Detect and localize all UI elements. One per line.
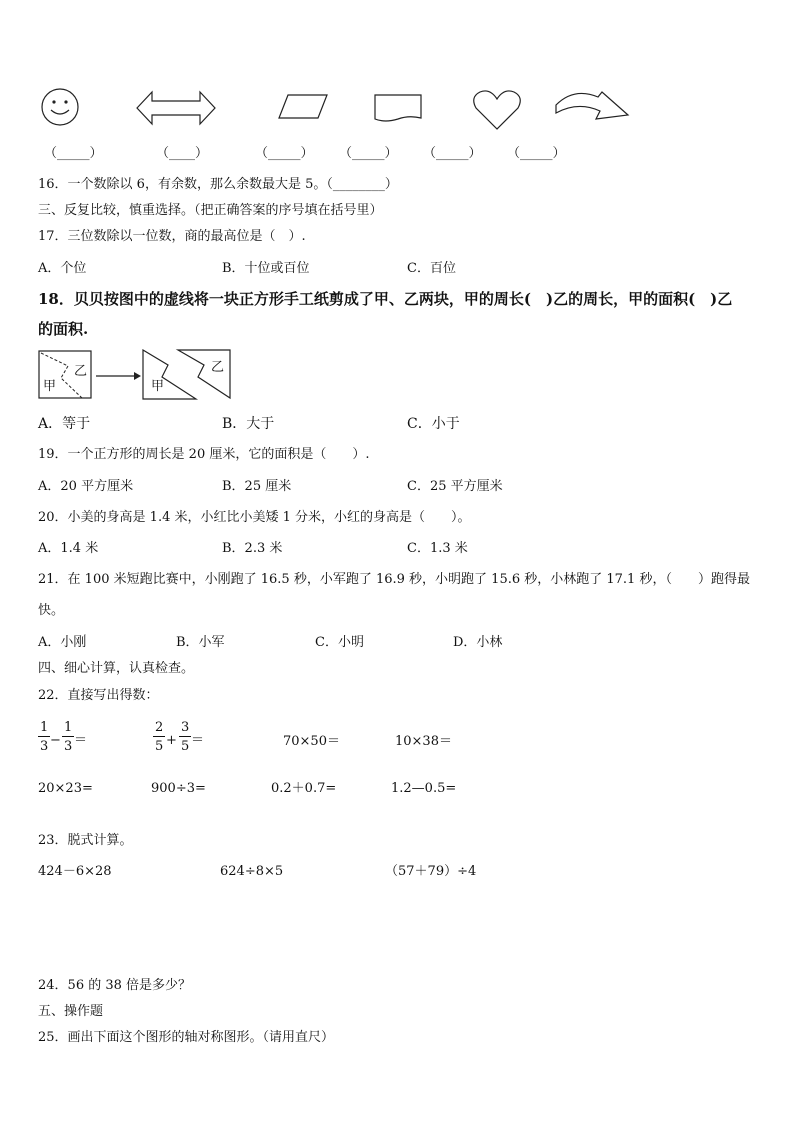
piece-label-jia: 甲 [151,379,165,394]
section-5-heading: 五、操作题 [38,1004,104,1019]
piece-label-yi: 乙 [211,360,225,375]
shape-blank-3[interactable]: （_____） [255,146,314,161]
smiley-face-shape [40,88,82,128]
curved-arrow-shape [554,87,632,123]
fraction-numerator: 1 [64,720,73,735]
calc-20x23: 20×23= [38,781,93,796]
q17-option-c[interactable]: C．百位 [407,261,456,276]
fraction-1a [38,721,50,753]
q19-option-a[interactable]: A．20 平方厘米 [38,479,134,494]
plus-operator: + [166,733,177,748]
question-19-stem: 19．一个正方形的周长是 20 厘米，它的面积是（ ）. [38,447,370,462]
calc-10x38: 10×38＝ [395,734,452,749]
expr-624div8x5: 624÷8×5 [220,864,284,879]
section-3-heading: 三、反复比较，慎重选择。（把正确答案的序号填在括号里） [38,203,383,218]
parallelogram-shape [278,94,330,120]
question-21-stem-line-2: 快。 [38,603,65,618]
question-18-stem-line-2: 的面积. [38,320,89,338]
minus-operator: − [50,733,61,748]
question-17-stem: 17．三位数除以一位数，商的最高位是（ ）. [38,229,306,244]
double-arrow-shape [136,90,218,126]
fraction-numerator: 3 [181,720,190,735]
question-18-stem-line-1: 18．贝贝按图中的虚线将一块正方形手工纸剪成了甲、乙两块，甲的周长( )乙的周长，甲的面积( )乙 [38,290,733,308]
question-20-stem: 20．小美的身高是 1.4 米，小红比小美矮 1 分米，小红的身高是（ ）。 [38,510,471,525]
expr-424-6x28: 424－6×28 [38,864,112,879]
fraction-1b [62,721,74,753]
q17-option-a[interactable]: A．个位 [38,261,87,276]
figure-label-yi: 乙 [74,364,88,379]
calc-0.2plus0.7: 0.2＋0.7= [271,781,337,796]
shape-blank-6[interactable]: （_____） [507,146,566,161]
question-16: 16．一个数除以 6，有余数，那么余数最大是 5。（________） [38,177,398,192]
equals-sign: ＝ [74,733,88,748]
fraction-denominator: 3 [64,739,73,754]
fraction-2b [179,721,191,753]
fraction-numerator: 2 [155,720,164,735]
q20-option-a[interactable]: A．1.4 米 [38,541,99,556]
q21-option-c[interactable]: C．小明 [315,635,364,650]
q19-option-b[interactable]: B．25 厘米 [222,479,292,494]
heart-shape [472,89,524,131]
fraction-expression-2 [153,721,223,761]
shape-blank-4[interactable]: （_____） [339,146,398,161]
expr-57plus79div4: （57＋79）÷4 [385,864,477,879]
calc-900div3: 900÷3= [151,781,206,796]
fraction-denominator: 3 [40,739,49,754]
right-arrow-icon [96,370,142,382]
question-21-stem-line-1: 21．在 100 米短跑比赛中，小刚跑了 16.5 秒，小军跑了 16.9 秒，小明跑了 15.6 秒，小林跑了 17.1 秒，（ ）跑得最 [38,572,750,587]
question-22-stem: 22．直接写出得数： [38,688,159,703]
calc-1.2minus0.5: 1.2—0.5= [391,781,457,796]
question-24: 24．56 的 38 倍是多少？ [38,978,192,993]
q18-option-c[interactable]: C．小于 [407,416,460,432]
q18-option-a[interactable]: A．等于 [38,416,91,432]
question-23-stem: 23．脱式计算。 [38,833,133,848]
calc-70x50: 70×50＝ [283,734,340,749]
q19-option-c[interactable]: C．25 平方厘米 [407,479,503,494]
fraction-expression-1 [38,721,108,761]
fraction-numerator: 1 [40,720,49,735]
fraction-denominator: 5 [181,739,190,754]
shape-blank-5[interactable]: （_____） [423,146,482,161]
fraction-2a [153,721,165,753]
q21-option-a[interactable]: A．小刚 [38,635,87,650]
q20-option-c[interactable]: C．1.3 米 [407,541,468,556]
fraction-denominator: 5 [155,739,164,754]
section-4-heading: 四、细心计算，认真检查。 [38,661,195,676]
q21-option-d[interactable]: D．小林 [453,635,503,650]
shape-blank-1[interactable]: （_____） [44,146,103,161]
q21-option-b[interactable]: B．小军 [176,635,225,650]
flag-shape [373,93,425,123]
q18-option-b[interactable]: B．大于 [222,416,275,432]
equals-sign: ＝ [191,733,205,748]
piece-yi-shape [176,349,234,401]
q20-option-b[interactable]: B．2.3 米 [222,541,283,556]
q17-option-b[interactable]: B．十位或百位 [222,261,310,276]
question-25: 25．画出下面这个图形的轴对称图形。（请用直尺） [38,1030,335,1045]
figure-label-jia: 甲 [43,379,57,394]
shape-blank-2[interactable]: （____） [156,146,209,161]
